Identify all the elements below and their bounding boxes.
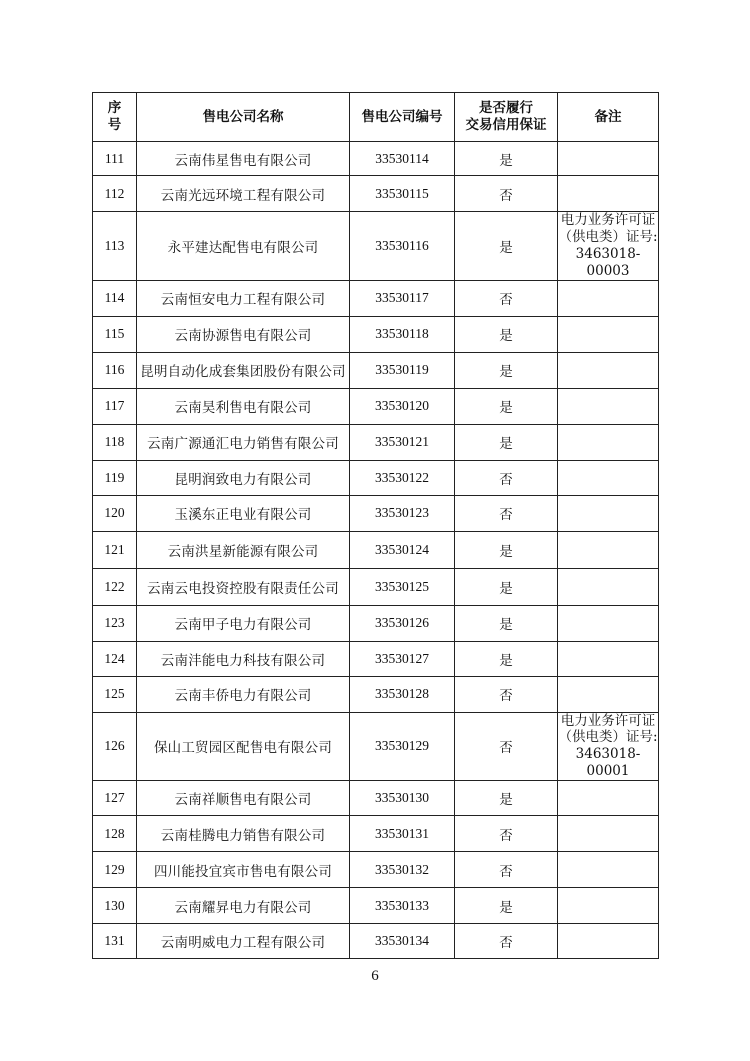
row-guarantee: 是 xyxy=(455,142,558,176)
table-row xyxy=(93,924,659,959)
row-company-code: 33530120 xyxy=(350,388,455,424)
row-remarks xyxy=(558,816,659,852)
row-seq: 122 xyxy=(93,568,137,605)
row-company-name: 云南光远环境工程有限公司 xyxy=(137,176,350,212)
row-company-name: 昆明自动化成套集团股份有限公司 xyxy=(137,352,350,388)
header-guarantee-line1: 是否履行 xyxy=(479,100,533,117)
row-seq: 126 xyxy=(93,712,137,781)
row-seq: 128 xyxy=(93,816,137,852)
row-guarantee: 否 xyxy=(455,495,558,531)
table-row xyxy=(93,424,659,460)
table-header-row xyxy=(93,93,659,142)
table-row xyxy=(93,781,659,816)
row-remarks xyxy=(558,712,659,781)
row-seq: 118 xyxy=(93,424,137,460)
row-company-code: 33530130 xyxy=(350,781,455,816)
table-row xyxy=(93,460,659,495)
row-company-code: 33530118 xyxy=(350,316,455,352)
row-company-code: 33530115 xyxy=(350,176,455,212)
row-guarantee: 否 xyxy=(455,460,558,495)
row-company-code: 33530114 xyxy=(350,142,455,176)
table-row xyxy=(93,388,659,424)
table-row xyxy=(93,816,659,852)
page-number: 6 xyxy=(371,968,379,984)
row-guarantee: 是 xyxy=(455,352,558,388)
row-company-name: 云南云电投资控股有限责任公司 xyxy=(137,568,350,605)
header-guarantee xyxy=(455,93,558,142)
row-guarantee: 是 xyxy=(455,212,558,281)
row-remarks xyxy=(558,388,659,424)
row-company-code: 33530121 xyxy=(350,424,455,460)
remarks-line: （供电类）证号: xyxy=(558,729,658,746)
row-company-name: 云南甲子电力有限公司 xyxy=(137,605,350,641)
row-seq: 111 xyxy=(93,142,137,176)
row-company-code: 33530116 xyxy=(350,212,455,281)
row-company-code: 33530128 xyxy=(350,676,455,712)
row-company-name: 四川能投宜宾市售电有限公司 xyxy=(137,852,350,888)
row-seq: 120 xyxy=(93,495,137,531)
row-seq: 123 xyxy=(93,605,137,641)
header-guarantee-line2: 交易信用保证 xyxy=(465,117,547,133)
row-guarantee: 否 xyxy=(455,676,558,712)
row-seq: 131 xyxy=(93,924,137,959)
table-body xyxy=(93,142,659,959)
row-remarks xyxy=(558,605,659,641)
row-seq: 116 xyxy=(93,352,137,388)
remarks-line: 3463018-00001 xyxy=(575,746,641,780)
table-row xyxy=(93,531,659,568)
row-company-code: 33530117 xyxy=(350,280,455,316)
row-seq: 119 xyxy=(93,460,137,495)
row-guarantee: 是 xyxy=(455,531,558,568)
row-remarks xyxy=(558,424,659,460)
row-company-name: 云南桂腾电力销售有限公司 xyxy=(137,816,350,852)
row-company-code: 33530126 xyxy=(350,605,455,641)
row-seq: 113 xyxy=(93,212,137,281)
row-company-name: 云南明威电力工程有限公司 xyxy=(137,924,350,959)
row-company-name: 昆明润致电力有限公司 xyxy=(137,460,350,495)
row-seq: 130 xyxy=(93,888,137,924)
row-seq: 124 xyxy=(93,641,137,676)
table-row xyxy=(93,176,659,212)
row-seq: 112 xyxy=(93,176,137,212)
table-row xyxy=(93,852,659,888)
header-seq-line2: 号 xyxy=(107,117,122,133)
row-seq: 115 xyxy=(93,316,137,352)
row-company-code: 33530133 xyxy=(350,888,455,924)
table-row xyxy=(93,568,659,605)
table-row xyxy=(93,676,659,712)
row-company-name: 云南丰侨电力有限公司 xyxy=(137,676,350,712)
row-remarks xyxy=(558,924,659,959)
row-company-name: 永平建达配售电有限公司 xyxy=(137,212,350,281)
row-company-name: 玉溪东正电业有限公司 xyxy=(137,495,350,531)
row-seq: 114 xyxy=(93,280,137,316)
row-guarantee: 是 xyxy=(455,641,558,676)
row-remarks xyxy=(558,676,659,712)
table-row xyxy=(93,495,659,531)
row-company-name: 云南祥顺售电有限公司 xyxy=(137,781,350,816)
row-remarks xyxy=(558,212,659,281)
table-row xyxy=(93,212,659,281)
remarks-line: 3463018-00003 xyxy=(575,245,641,279)
remarks-line: 电力业务许可证 xyxy=(560,712,656,729)
row-guarantee: 否 xyxy=(455,176,558,212)
table-row xyxy=(93,142,659,176)
table-row xyxy=(93,316,659,352)
row-seq: 121 xyxy=(93,531,137,568)
company-table xyxy=(92,92,659,959)
table-row xyxy=(93,888,659,924)
row-company-name: 云南伟星售电有限公司 xyxy=(137,142,350,176)
row-seq: 129 xyxy=(93,852,137,888)
row-remarks xyxy=(558,176,659,212)
table-row xyxy=(93,712,659,781)
row-seq: 127 xyxy=(93,781,137,816)
row-guarantee: 是 xyxy=(455,781,558,816)
row-company-code: 33530119 xyxy=(350,352,455,388)
row-remarks xyxy=(558,142,659,176)
row-guarantee: 是 xyxy=(455,605,558,641)
row-guarantee: 是 xyxy=(455,316,558,352)
row-remarks xyxy=(558,888,659,924)
header-seq-line1: 序 xyxy=(107,100,122,117)
remarks-line: 电力业务许可证 xyxy=(560,212,656,228)
row-company-name: 云南洪星新能源有限公司 xyxy=(137,531,350,568)
row-guarantee: 是 xyxy=(455,424,558,460)
row-guarantee: 否 xyxy=(455,280,558,316)
row-company-code: 33530134 xyxy=(350,924,455,959)
row-seq: 117 xyxy=(93,388,137,424)
row-company-code: 33530127 xyxy=(350,641,455,676)
table-row xyxy=(93,280,659,316)
row-company-name: 云南协源售电有限公司 xyxy=(137,316,350,352)
row-remarks xyxy=(558,781,659,816)
row-company-name: 云南广源通汇电力销售有限公司 xyxy=(137,424,350,460)
row-remarks xyxy=(558,531,659,568)
row-remarks xyxy=(558,641,659,676)
row-company-name: 云南恒安电力工程有限公司 xyxy=(137,280,350,316)
row-seq: 125 xyxy=(93,676,137,712)
row-remarks xyxy=(558,568,659,605)
row-remarks xyxy=(558,316,659,352)
row-company-code: 33530125 xyxy=(350,568,455,605)
header-seq xyxy=(93,93,137,142)
row-company-name: 云南耀昇电力有限公司 xyxy=(137,888,350,924)
row-company-code: 33530122 xyxy=(350,460,455,495)
row-company-code: 33530123 xyxy=(350,495,455,531)
header-company-name: 售电公司名称 xyxy=(137,93,350,142)
remarks-line: （供电类）证号: xyxy=(558,228,658,245)
row-company-code: 33530124 xyxy=(350,531,455,568)
row-remarks xyxy=(558,852,659,888)
row-guarantee: 是 xyxy=(455,388,558,424)
row-remarks xyxy=(558,495,659,531)
row-guarantee: 否 xyxy=(455,924,558,959)
row-company-name: 云南昊利售电有限公司 xyxy=(137,388,350,424)
table-row xyxy=(93,641,659,676)
row-guarantee: 是 xyxy=(455,568,558,605)
row-company-code: 33530129 xyxy=(350,712,455,781)
row-remarks xyxy=(558,460,659,495)
table-row xyxy=(93,352,659,388)
row-guarantee: 否 xyxy=(455,712,558,781)
row-guarantee: 否 xyxy=(455,852,558,888)
row-guarantee: 否 xyxy=(455,816,558,852)
row-company-name: 云南沣能电力科技有限公司 xyxy=(137,641,350,676)
header-remarks: 备注 xyxy=(558,93,659,142)
row-guarantee: 是 xyxy=(455,888,558,924)
row-remarks xyxy=(558,352,659,388)
row-company-code: 33530132 xyxy=(350,852,455,888)
header-company-code: 售电公司编号 xyxy=(350,93,455,142)
row-company-name: 保山工贸园区配售电有限公司 xyxy=(137,712,350,781)
table-row xyxy=(93,605,659,641)
row-company-code: 33530131 xyxy=(350,816,455,852)
row-remarks xyxy=(558,280,659,316)
